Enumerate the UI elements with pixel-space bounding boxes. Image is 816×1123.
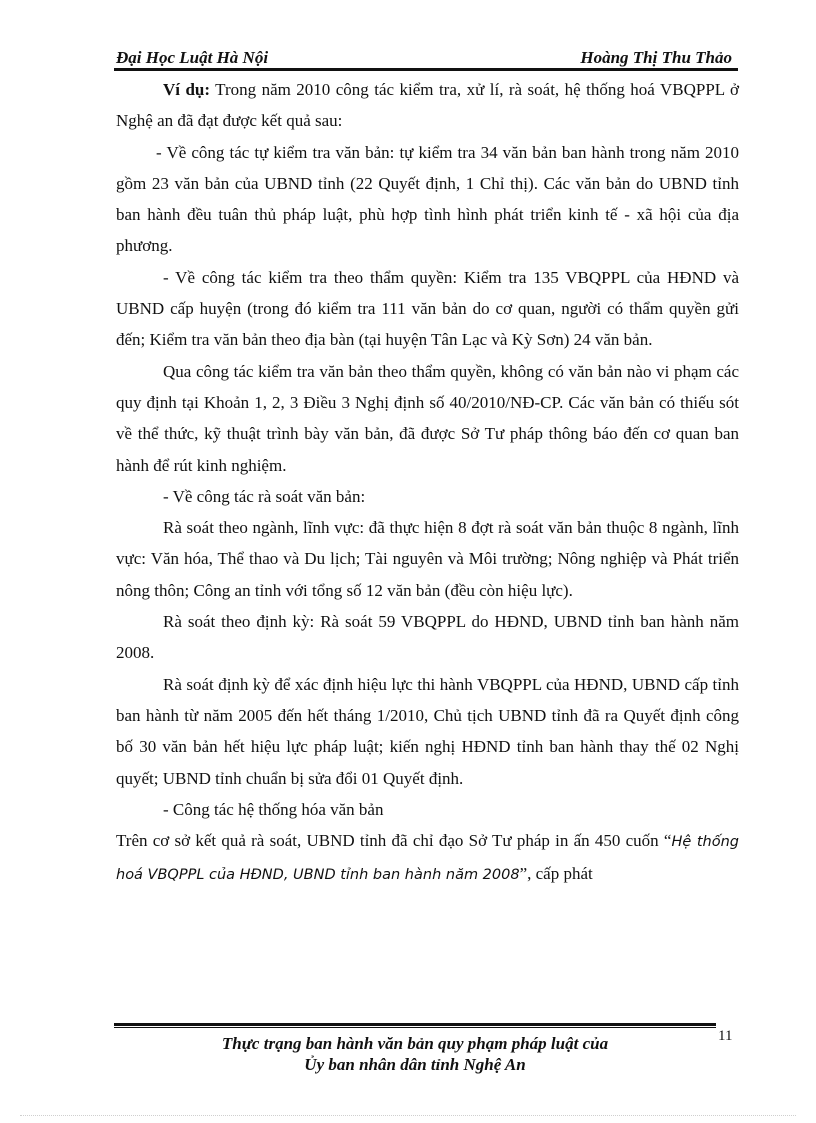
footer-divider	[114, 1023, 716, 1028]
header-divider	[114, 68, 738, 71]
systematization-text-start: Trên cơ sở kết quả rà soát, UBND tỉnh đã chỉ đạo Sở Tư pháp in ấn 450 cuốn “	[116, 831, 672, 851]
publication-title: Hệ thống hoá VBQPPL của HĐND, UBND tỉnh ban hành năm 2008	[116, 834, 739, 884]
page-number: 11	[718, 1028, 733, 1044]
header-author: Hoàng Thị Thu Thảo	[580, 48, 732, 67]
paragraph-validity-review: Rà soát định kỳ để xác định hiệu lực thi hành VBQPPL của HĐND, UBND cấp tỉnh ban hành từ năm 2005 đến hết tháng 1/2010, Chủ tịch UBND tỉnh đã ra Quyết định công bố 30 văn bản hết hiệu lực pháp luật; kiến nghị HĐND tỉnh ban hành thay thế 02 Nghị quyết; UBND tỉnh chuẩn bị sửa đổi 01 Quyết định.	[116, 674, 739, 788]
systematization-text-end: ”, cấp phát	[519, 864, 593, 884]
body-text	[116, 74, 739, 892]
footer-line-2: Ủy ban nhân dân tỉnh Nghệ An	[304, 1055, 526, 1074]
page-edge-dots	[20, 1115, 796, 1116]
running-header	[116, 48, 738, 70]
footer-line-1: Thực trạng ban hành văn bản quy phạm pháp luật của	[221, 1034, 609, 1053]
running-footer	[114, 1033, 716, 1075]
paragraph-sector-review: Rà soát theo ngành, lĩnh vực: đã thực hiện 8 đợt rà soát văn bản thuộc 8 ngành, lĩnh vực: Văn hóa, Thể thao và Du lịch; Tài nguyên và Môi trường; Nông nghiệp và Phát triển nông thôn; Công an tỉnh với tổng số 12 văn bản (đều còn hiệu lực).	[116, 518, 739, 600]
paragraph-systematization	[116, 825, 739, 892]
paragraph-self-check: - Về công tác tự kiểm tra văn bản: tự kiểm tra 34 văn bản ban hành trong năm 2010 gồm 23 văn bản của UBND tỉnh (22 Quyết định, 1 Chỉ thị). Các văn bản do UBND tỉnh ban hành đều tuân thủ pháp luật, phù hợp tình hình phát triển kinh tế - xã hội của địa phương.	[116, 142, 739, 256]
paragraph-systematization-heading: - Công tác hệ thống hóa văn bản	[163, 799, 384, 819]
header-institution: Đại Học Luật Hà Nội	[116, 48, 269, 67]
paragraph-example	[116, 74, 739, 137]
paragraph-authority-check: - Về công tác kiểm tra theo thẩm quyền: Kiểm tra 135 VBQPPL của HĐND và UBND cấp huyện (trong đó kiểm tra 111 văn bản do cơ quan, người có thẩm quyền gửi đến; Kiểm tra văn bản theo địa bàn (tại huyện Tân Lạc và Kỳ Sơn) 24 văn bản.	[116, 267, 739, 350]
example-text: Trong năm 2010 công tác kiểm tra, xử lí, rà soát, hệ thống hoá VBQPPL ở Nghệ an đã đạt được kết quả sau:	[116, 80, 739, 131]
paragraph-periodic-review: Rà soát theo định kỳ: Rà soát 59 VBQPPL do HĐND, UBND tỉnh ban hành năm 2008.	[116, 612, 739, 663]
paragraph-check-result: Qua công tác kiểm tra văn bản theo thẩm quyền, không có văn bản nào vi phạm các quy định tại Khoản 1, 2, 3 Điều 3 Nghị định số 40/2010/NĐ-CP. Các văn bản có thiếu sót về thể thức, kỹ thuật trình bày văn bản, đã được Sở Tư pháp thông báo đến cơ quan ban hành để rút kinh nghiệm.	[116, 361, 739, 475]
paragraph-review-heading: - Về công tác rà soát văn bản:	[163, 486, 366, 506]
example-label: Ví dụ:	[163, 80, 211, 99]
